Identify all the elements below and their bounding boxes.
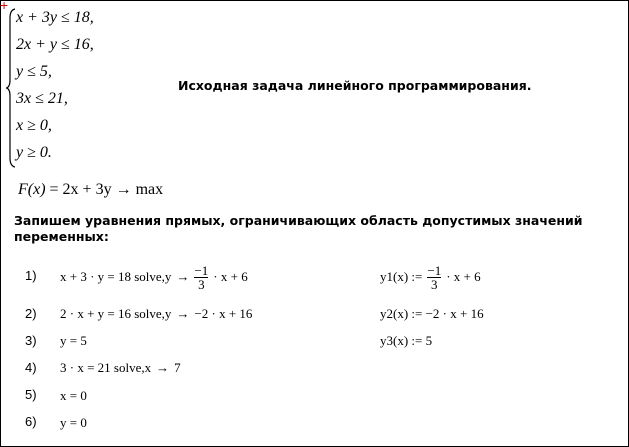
equation-5: x = 0: [60, 388, 87, 403]
equation-2: 2 · x + y = 16 solve,y: [60, 306, 172, 321]
constraint-1: x + 3y ≤ 18,: [16, 9, 94, 26]
insertion-cursor: +: [0, 0, 9, 13]
denominator: 3: [198, 276, 205, 292]
constraint-system: [16, 4, 94, 166]
def-name-1: y1(x) :=: [380, 269, 423, 284]
objective-arrow: →: [115, 181, 132, 198]
row-label-2: 2): [25, 306, 37, 321]
numerator: −1: [194, 262, 209, 278]
denominator: 3: [431, 276, 438, 292]
constraint-4: 3x ≤ 21,: [16, 90, 68, 107]
row-label-1: 1): [25, 268, 37, 283]
equation-6: y = 0: [60, 415, 87, 430]
eval-arrow-2: →: [176, 306, 190, 321]
equation-3: y = 5: [60, 333, 87, 348]
row-expr-1: [60, 262, 248, 292]
definition-y1: [380, 262, 481, 292]
fraction-1: [194, 264, 208, 291]
result-tail-1: · x + 6: [213, 269, 248, 284]
result-4: 7: [174, 360, 181, 375]
result-2: −2 · x + 16: [194, 306, 253, 321]
system-brace: [6, 8, 16, 168]
constraint-2: 2x + y ≤ 16,: [16, 36, 94, 53]
def-fraction-1: [427, 264, 441, 291]
equation-1: x + 3 · y = 18 solve,y: [60, 269, 172, 284]
problem-title: Исходная задача линейного программирования.: [178, 78, 532, 93]
row-expr-2: [60, 306, 252, 322]
equation-4: 3 · x = 21 solve,x: [60, 360, 152, 375]
row-label-3: 3): [25, 333, 37, 348]
definition-y3: y3(x) := 5: [380, 333, 433, 348]
definition-y2: y2(x) := −2 · x + 16: [380, 306, 484, 321]
instruction-text: Запишем уравнения прямых, ограничивающих область допустимых значений переменных:: [14, 213, 583, 244]
constraint-6: y ≥ 0.: [16, 144, 52, 161]
row-label-4: 4): [25, 360, 37, 375]
objective-goal: max: [135, 181, 164, 198]
constraint-5: x ≥ 0,: [16, 117, 52, 134]
def-tail-1: · x + 6: [446, 269, 481, 284]
objective-rhs: = 2x + 3y: [49, 181, 112, 198]
eval-arrow-1: →: [176, 269, 190, 284]
numerator: −1: [427, 262, 442, 278]
row-label-6: 6): [25, 414, 37, 429]
row-label-5: 5): [25, 387, 37, 402]
eval-arrow-4: →: [156, 360, 170, 375]
row-expr-4: [60, 360, 181, 376]
objective-lhs: F(x): [18, 181, 46, 198]
constraint-3: y ≤ 5,: [16, 63, 52, 80]
objective-function: [18, 181, 163, 199]
